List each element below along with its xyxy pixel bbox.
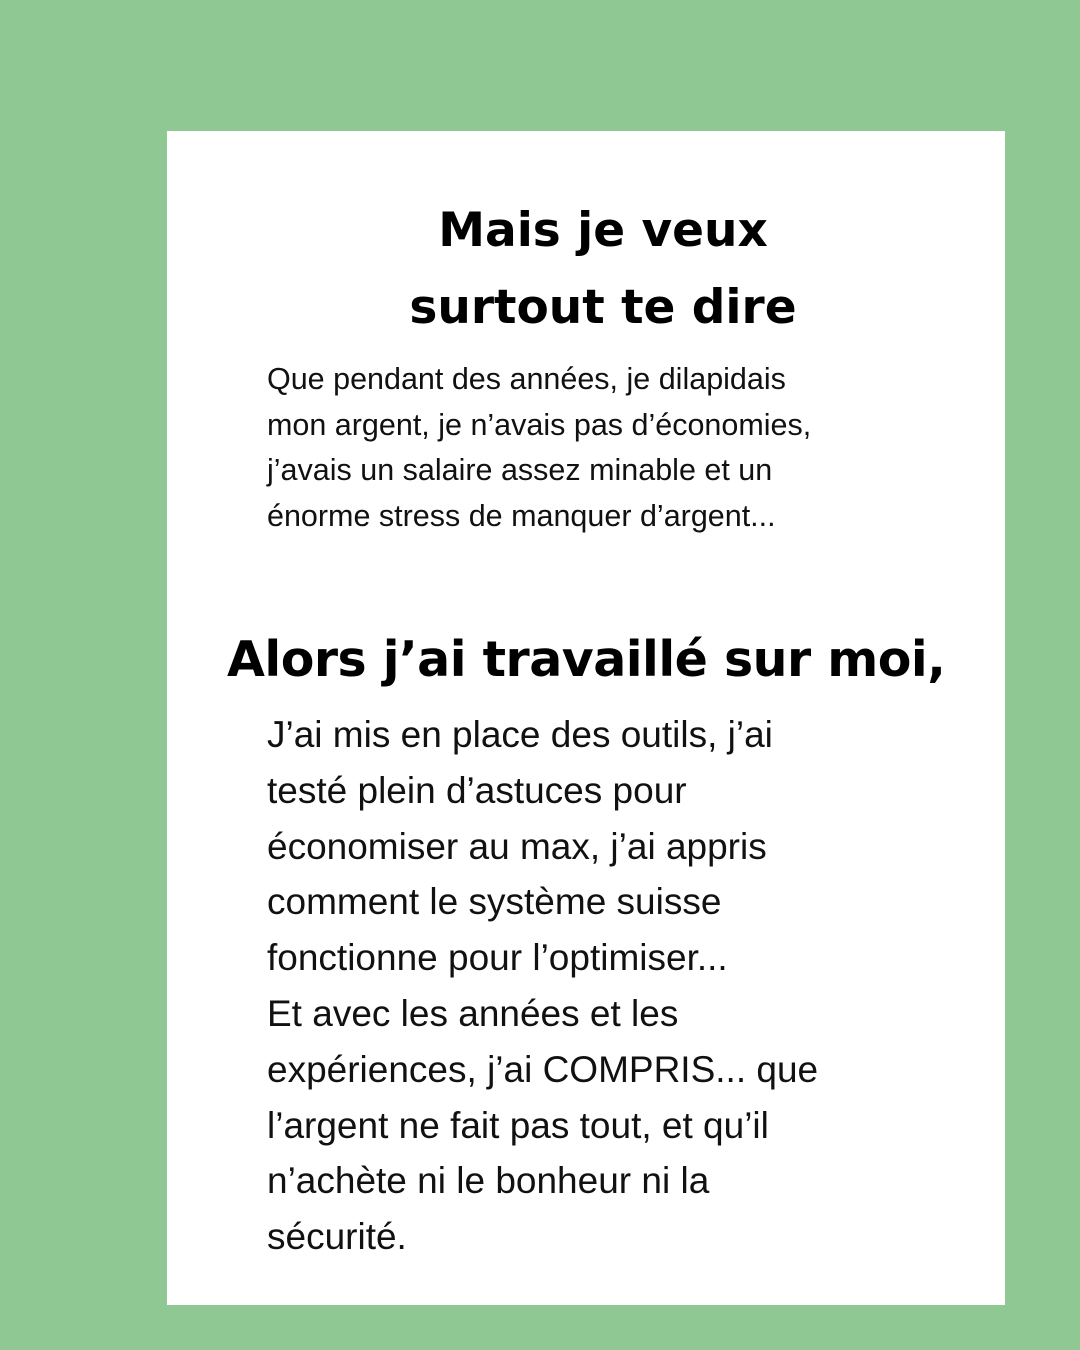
body-line-5: fonctionne pour l’optimiser... (267, 937, 728, 979)
body-line-1: J’ai mis en place des outils, j’ai (267, 714, 773, 755)
body-line-2: testé plein d’astuces pour (267, 769, 687, 811)
body-line-7: expériences, j’ai COMPRIS... que (267, 1048, 819, 1090)
body-line-9: n’achète ni le bonheur ni la (267, 1160, 710, 1202)
body-line-3: économiser au max, j’ai appris (267, 825, 767, 867)
intro-line-3: j’avais un salaire assez minable et un (267, 453, 773, 487)
intro-line-2: mon argent, je n’avais pas d’économies, (267, 407, 812, 442)
body-line-8: l’argent ne fait pas tout, et qu’il (267, 1104, 769, 1146)
body-line-4: comment le système suisse (267, 881, 722, 923)
intro-paragraph (267, 357, 987, 539)
body-line-10: sécurité. (267, 1216, 407, 1258)
heading-main-line-2: surtout te dire (409, 280, 797, 335)
heading-main-line-1: Mais je veux (438, 203, 768, 258)
heading-secondary: Alors j’ai travaillé sur moi, (227, 631, 946, 688)
body-line-6: Et avec les années et les (267, 992, 679, 1034)
intro-line-1: Que pendant des années, je dilapidais (267, 362, 786, 396)
heading-main (0, 192, 1080, 346)
intro-line-4: énorme stress de manquer d’argent... (267, 498, 776, 533)
body-paragraph (267, 707, 987, 1265)
